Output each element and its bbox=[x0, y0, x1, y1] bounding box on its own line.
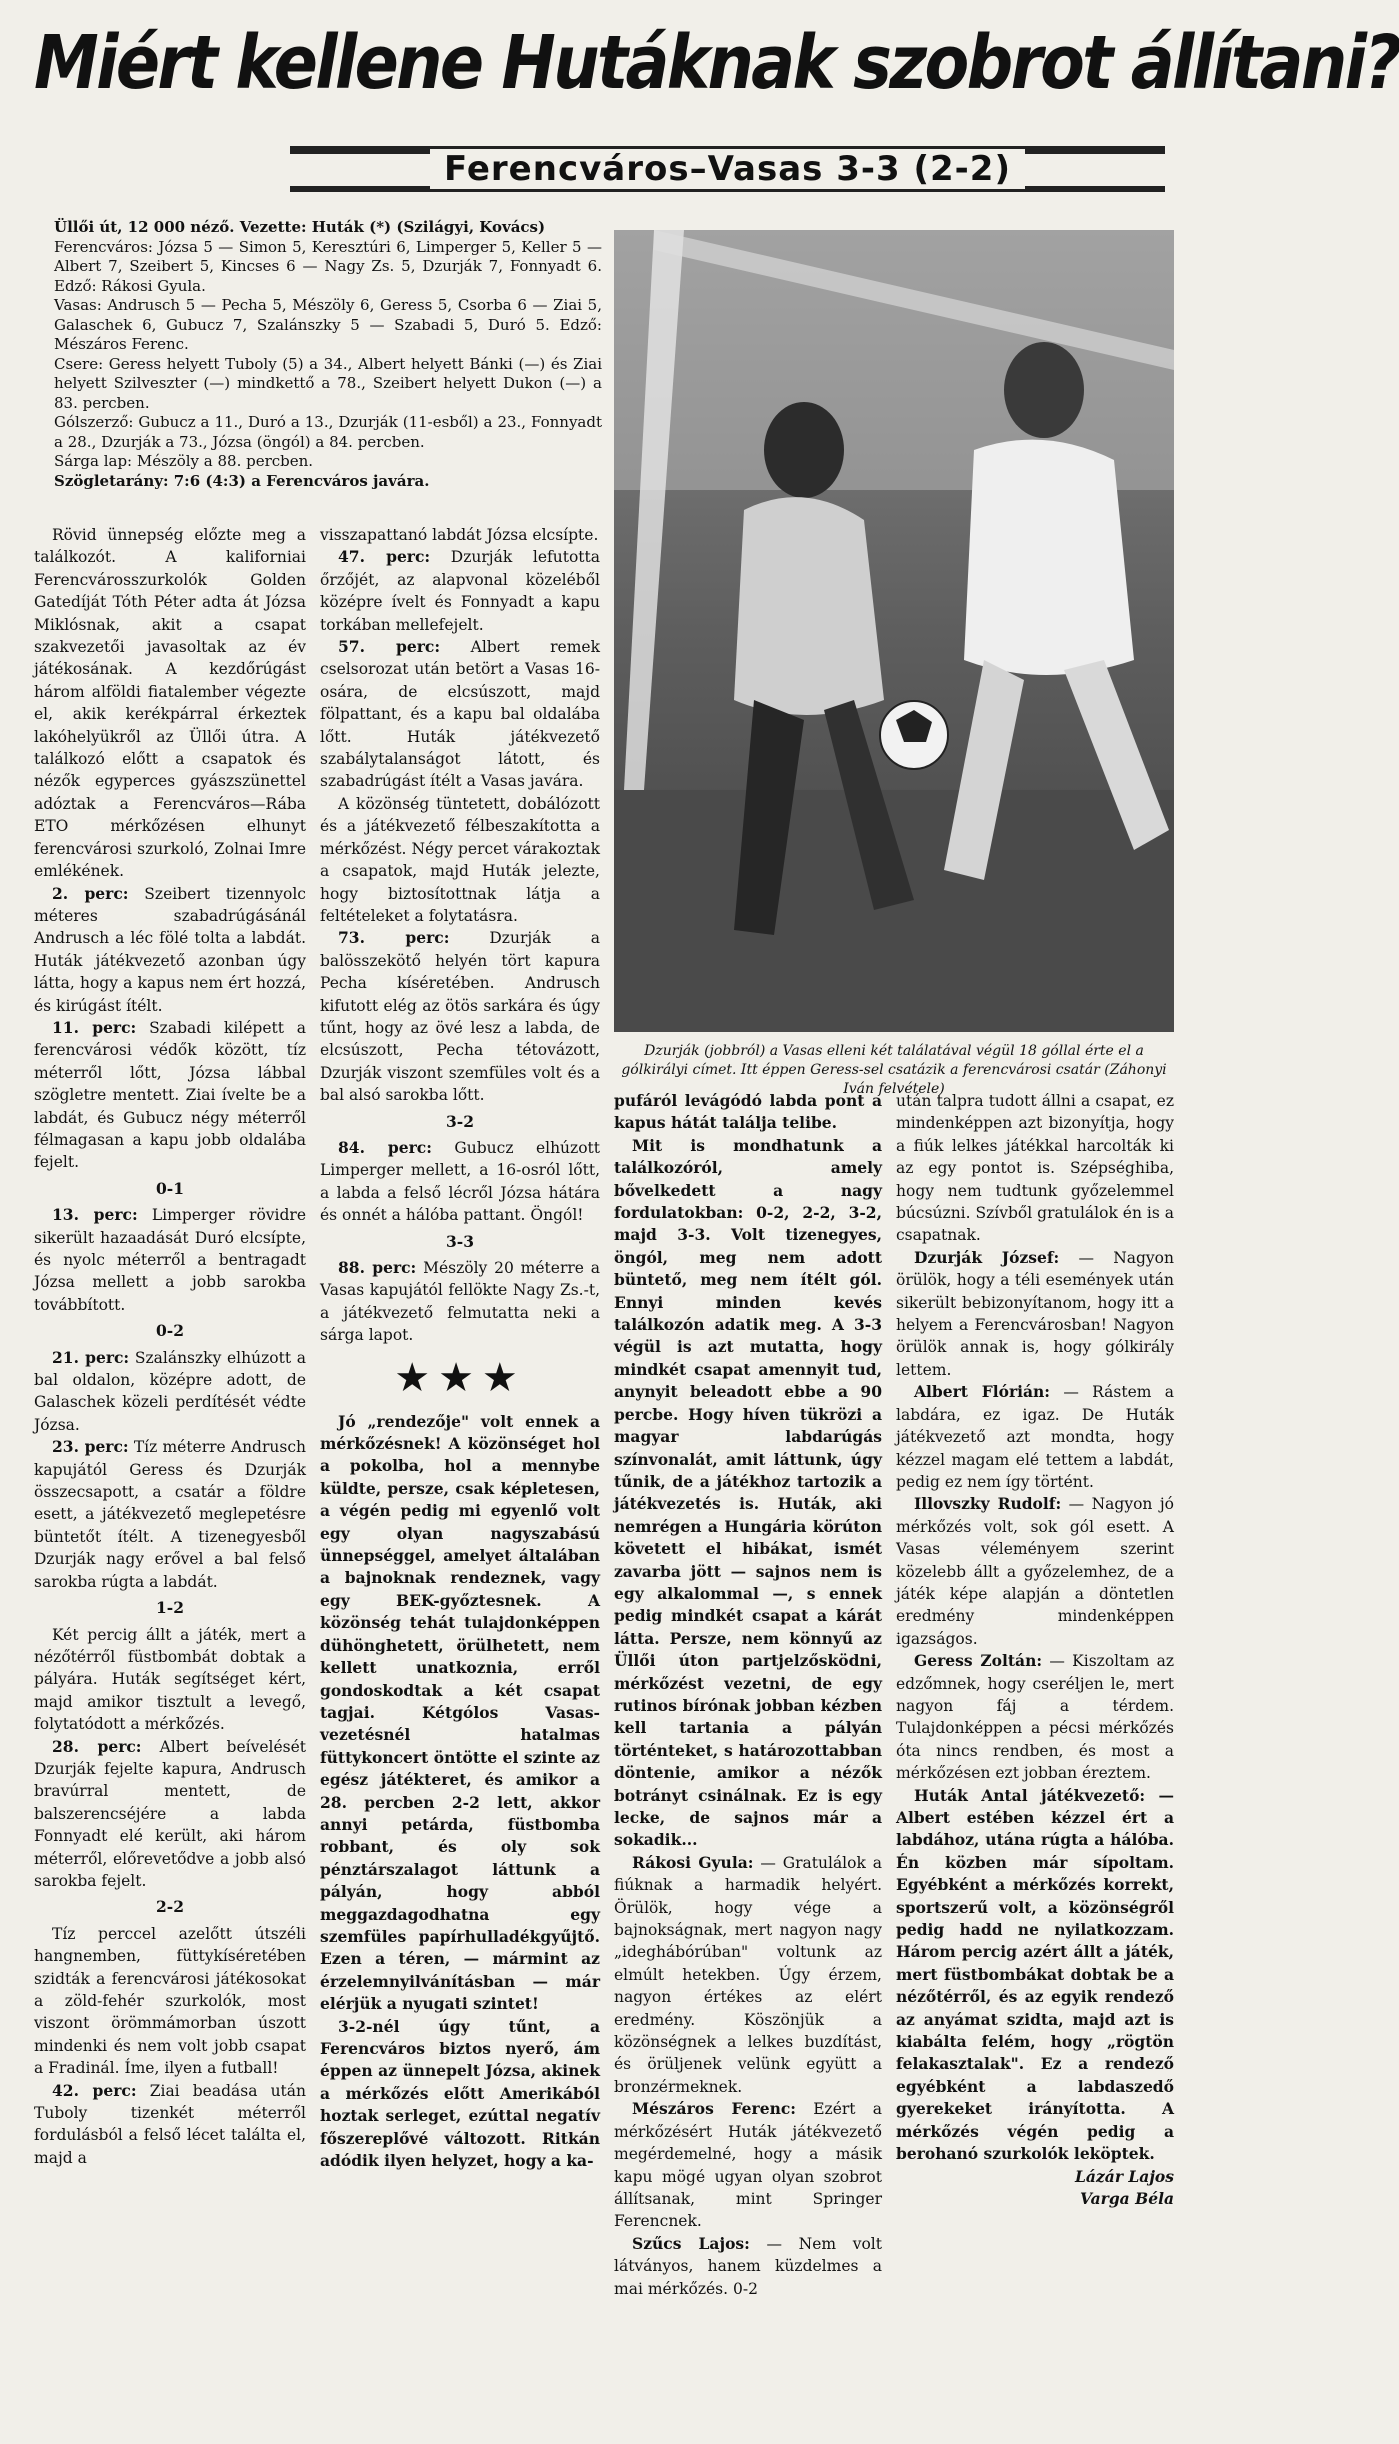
article-paragraph bbox=[896, 1381, 1174, 1493]
paragraph-lead: 42. perc: bbox=[52, 2080, 137, 2100]
score-line: 3-2 bbox=[445, 1111, 474, 1131]
paragraph-text: Albert remek cselsorozat után betört a Vasas 16-osára, de elcsúszott, majd fölpattant, és a kapu bal oldalába lőtt. Huták játékvezető szabálytalanságot látott, és szabadrúgást ítélt a Vasas javára. bbox=[320, 638, 600, 791]
score-line: 0-2 bbox=[155, 1321, 184, 1341]
paragraph-lead: 28. perc: bbox=[52, 1736, 142, 1756]
article-paragraph bbox=[614, 2098, 882, 2232]
article-paragraph: A közönség tüntetett, dobálózott és a játékvezető félbeszakította a mérkőzést. Négy percet várakoztak a csapatok, majd Huták jelezte, hogy biztosítottnak látja a feltételeket a folytatásra. bbox=[320, 794, 600, 925]
section-divider-stars: ★★★ bbox=[394, 1354, 526, 1401]
paragraph-text: Szeibert tizennyolc méteres szabadrúgásánál Andrusch a léc fölé tolta a labdát. Huták játékvezető azonban úgy látta, hogy a kapus nem ért hozzá, és kirúgást ítélt. bbox=[34, 884, 306, 1015]
paragraph-text: Albert beívelését Dzurják fejelte kapura, Andrusch bravúrral mentett, de balszerencséjére a labda Fonnyadt elé került, aki három méterről, előrevetődve a jobb alsó sarokba fejelt. bbox=[34, 1737, 306, 1890]
paragraph-lead: 73. perc: bbox=[338, 928, 450, 948]
photo-caption: Dzurják (jobbról) a Vasas elleni két találatával végül 18 góllal érte el a gólkirályi címet. Itt éppen Geress-sel csatázik a ferencvárosi csatár (Záhonyi Iván felvétele) bbox=[621, 1043, 1167, 1097]
article-paragraph bbox=[34, 1204, 306, 1316]
score-line: 2-2 bbox=[155, 1897, 184, 1917]
score-line: 1-2 bbox=[155, 1598, 184, 1618]
article-column-1 bbox=[34, 524, 306, 2169]
paragraph-lead: 88. perc: bbox=[338, 1258, 417, 1277]
article-paragraph: Mit is mondhatunk a találkozóról, amely bővelkedett a nagy fordulatokban: 0-2, 2-2, 3-2, majd 3-3. Volt tizenegyes, öngól, meg nem adott büntető, meg nem ítélt gól. Ennyi minden kevés találkozón adatik meg. A 3-3 végül is azt mutatta, hogy mindkét csapat amennyit tud, anynyit beleadott ebbe a 90 percbe. Hogy híven tükrözi a magyar labdarúgás színvonalát, amit láttunk, úgy tűnik, de a játékhoz tartozik a játékvezetés is. Huták, aki nemrégen a Hungária körúton követett el hibákat, ismét zavarba jött — sajnos nem is egy alkalommal —, s ennek pedig mindkét csapat a kárát látta. Persze, nem könnyű az Üllői úton partjelzősködni, mérkőzést vezetni, de egy rutinos bírónak jobban kézben kell tartania a pályán történteket, s határozottabban döntenie, amikor a nézők botrányt csinálnak. Ez is egy lecke, de sajnos már a sokadik... bbox=[614, 1135, 882, 1850]
score-line: 0-1 bbox=[155, 1178, 184, 1198]
paragraph-lead: 11. perc: bbox=[52, 1017, 137, 1037]
article-paragraph bbox=[320, 636, 600, 793]
article-column-4 bbox=[896, 1090, 1174, 2210]
article-paragraph bbox=[896, 1247, 1174, 1381]
article-paragraph: pufáról levágódó labda pont a kapus hátát találja telibe. bbox=[614, 1091, 882, 1133]
paragraph-lead: Albert Flórián: bbox=[914, 1382, 1051, 1402]
article-paragraph: után talpra tudott állni a csapat, ez mindenképpen azt bizonyítja, hogy a fiúk lelkes játékkal harcolták ki az egy pontot is. Szépséghiba, hogy nem tudtunk győzelemmel búcsúzni. Szívből gratulálok én is a csapatnak. bbox=[896, 1092, 1174, 1245]
paragraph-lead: 13. perc: bbox=[52, 1205, 138, 1225]
paragraph-text: Ziai beadása után Tuboly tizenkét méterről fordulásból a felső lécet találta el, majd a bbox=[34, 2081, 307, 2167]
match-result-subhead bbox=[290, 146, 1165, 192]
paragraph-text: Limperger rövidre sikerült hazaadását Duró elcsípte, és nyolc méterről a bentragadt Józsa mellett a jobb sarokba továbbított. bbox=[34, 1206, 306, 1314]
paragraph-lead: 57. perc: bbox=[338, 637, 441, 657]
paragraph-lead: Huták Antal játékvezető: bbox=[914, 1785, 1146, 1805]
paragraph-text: Gubucz elhúzott Limperger mellett, a 16-osról lőtt, a labda a felső lécről Józsa hátára és onnét a hálóba pattant. Öngól! bbox=[320, 1138, 600, 1225]
paragraph-text: Szabadi kilépett a ferencvárosi védők között, tíz méterről lőtt, Józsa lábbal szögletre mentett. Ziai ívelte be a labdát, és Gubucz négy méterről félmagasan a kapu jobb oldalába fejelt. bbox=[34, 1018, 307, 1172]
paragraph-text: Tíz méterre Andrusch kapujától Geress és Dzurják összecsapott, a csatár a földre esett, a játékvezető meglepetésre büntetőt ítélt. A tizenegyesből Dzurják nagy erővel a bal felső sarokba rúgta a labdát. bbox=[34, 1438, 306, 1591]
match-photo bbox=[614, 230, 1174, 1032]
paragraph-lead: 84. perc: bbox=[338, 1137, 432, 1157]
headline: Miért kellene Hutáknak szobrot állítani? bbox=[34, 20, 1399, 106]
author-signature: Lázár Lajos bbox=[1075, 2166, 1174, 2186]
article-paragraph bbox=[320, 1257, 600, 1347]
paragraph-lead: 23. perc: bbox=[52, 1437, 129, 1457]
paragraph-text: Dzurják a balösszekötő helyén tört kapura Pecha kíséretében. Andrusch kifutott elég az ötös sarkára és úgy tűnt, hogy az övé lesz a labda, de elcsúszott, Pecha tétovázott, Dzurják viszont szemfüles volt és a bal alsó sarokba lőtt. bbox=[320, 929, 600, 1105]
paragraph-text: Szalánszky elhúzott a bal oldalon, középre adott, de Galaschek közeli perdítését védte Józsa. bbox=[34, 1348, 306, 1434]
article-paragraph bbox=[614, 1852, 882, 2098]
article-paragraph bbox=[320, 927, 600, 1106]
lineup-line: Szögletarány: 7:6 (4:3) a Ferencváros javára. bbox=[54, 471, 430, 490]
paragraph-text: — Kiszoltam az edzőmnek, hogy cseréljen le, mert nagyon fáj a térdem. Tulajdonképpen a pécsi mérkőzés óta nincs rendben, és most a mérkőzésen ezt jobban éreztem. bbox=[896, 1652, 1174, 1783]
lineup-line: Vasas: Andrusch 5 — Pecha 5, Mészöly 6, Geress 5, Csorba 6 — Ziai 5, Galaschek 6, Gubucz 7, Szalánszky 5 — Szabadi 5, Duró 5. Edző: Mészáros Ferenc. bbox=[54, 296, 602, 353]
article-paragraph: Jó „rendezője" volt ennek a mérkőzésnek! A közönséget hol a pokolba, hol a mennybe küldte, persze, csak képletesen, a végén pedig mi egyenlő volt egy olyan nagyszabású ünnepséggel, amelyet általában a bajnoknak rendeznek, vagy egy BEK-győztesnek. A közönség tehát tulajdonképpen dühönghetett, örülhetett, nem kellett unatkoznia, erről gondoskodtak a két csapat tagjai. Kétgólos Vasas-vezetésnél hatalmas füttykoncert öntötte el szinte az egész játékteret, és amikor a 28. percben 2-2 lett, akkor annyi petárda, füstbomba robbant, és oly sok pénztárszalagot láttunk a pályán, hogy abból meggazdagodhatna egy szemfüles papírhulladékgyűjtő. Ezen a téren, — mármint az érzelemnyilvánításban — már elérjük a nyugati szintet! bbox=[320, 1411, 600, 2014]
paragraph-text: Ezért a mérkőzésért Huták játékvezető megérdemelné, hogy a másik kapu mögé ugyan olyan szobrot állítsanak, mint Springer Ferencnek. bbox=[614, 2100, 882, 2231]
paragraph-text: Mészöly 20 méterre a Vasas kapujától fellökte Nagy Zs.-t, a játékvezető felmutatta neki a sárga lapot. bbox=[320, 1259, 600, 1345]
paragraph-lead: Rákosi Gyula: bbox=[632, 1852, 754, 1872]
article-paragraph bbox=[34, 883, 306, 1017]
paragraph-text: — Nagyon örülök, hogy a téli események után sikerült bebizonyítanom, hogy itt a helyem a Ferencvárosban! Nagyon örülök annak is, hogy gólkirály lettem. bbox=[896, 1248, 1174, 1379]
article-paragraph bbox=[896, 1785, 1174, 2166]
paragraph-lead: Illovszky Rudolf: bbox=[914, 1494, 1062, 1514]
article-paragraph: visszapattanó labdát Józsa elcsípte. bbox=[320, 526, 599, 544]
article-paragraph bbox=[34, 1017, 306, 1174]
subhead-text: Ferencváros–Vasas 3-3 (2-2) bbox=[430, 149, 1025, 189]
lineup-line: Ferencváros: Józsa 5 — Simon 5, Keresztúri 6, Limperger 5, Keller 5 — Albert 7, Szeibert 5, Kincses 6 — Nagy Zs. 5, Dzurják 7, Fonnyadt 6. Edző: Rákosi Gyula. bbox=[54, 237, 602, 295]
article-paragraph bbox=[34, 1436, 306, 1593]
article-paragraph bbox=[34, 1736, 306, 1893]
lineup-line: Üllői út, 12 000 néző. Vezette: Huták (*) (Szilágyi, Kovács) bbox=[54, 218, 546, 236]
lineup-line: Sárga lap: Mészöly a 88. percben. bbox=[54, 452, 314, 470]
paragraph-text: Dzurják lefutotta őrzőjét, az alapvonal közeléből középre ívelt és Fonnyadt a kapu torkában mellefejelt. bbox=[320, 548, 601, 634]
article-paragraph bbox=[614, 2233, 882, 2300]
article-column-2 bbox=[320, 524, 600, 2172]
paragraph-lead: Mészáros Ferenc: bbox=[632, 2099, 796, 2119]
paragraph-lead: 47. perc: bbox=[338, 547, 431, 567]
article-paragraph bbox=[320, 1137, 600, 1227]
paragraph-text: — Rástem a labdára, ez igaz. De Huták játékvezető azt mondta, hogy kézzel magam elé tettem a labdát, pedig ez nem így történt. bbox=[896, 1383, 1174, 1491]
paragraph-text: — Nem volt látványos, hanem küzdelmes a mai mérkőzés. 0-2 bbox=[614, 2234, 882, 2298]
paragraph-lead: Geress Zoltán: bbox=[914, 1651, 1043, 1671]
paragraph-lead: Dzurják József: bbox=[914, 1247, 1060, 1267]
article-paragraph bbox=[896, 1650, 1174, 1784]
article-paragraph bbox=[34, 2080, 306, 2170]
article-paragraph: Rövid ünnepség előzte meg a találkozót. A kaliforniai Ferencvárosszurkolók Golden Gatedíját Tóth Péter adta át Józsa Miklósnak, akit a csapat szakvezetői javasoltak az év játékosának. A kezdőrúgást három alföldi fiatalember végezte el, akik kerékpárral érkeztek lakóhelyükről az Üllői útra. A találkozó előtt a csapatok és nézők egyperces gyászszünettel adóztak a Ferencváros—Rába ETO mérkőzésen elhunyt ferencvárosi szurkoló, Zolnai Imre emlékének. bbox=[34, 526, 306, 881]
article-paragraph bbox=[320, 546, 600, 636]
article-paragraph bbox=[896, 1493, 1174, 1650]
paragraph-lead: Szűcs Lajos: bbox=[632, 2233, 750, 2253]
lineup-line: Gólszerző: Gubucz a 11., Duró a 13., Dzurják (11-esből) a 23., Fonnyadt a 28., Dzurják a 73., Józsa (öngól) a 84. percben. bbox=[54, 413, 602, 451]
article-column-3 bbox=[614, 1090, 882, 2300]
paragraph-text: — Gratulálok a fiúknak a harmadik helyért. Örülök, hogy vége a bajnokságnak, mert nagyon nagy „ideghábórúban" voltunk az elmúlt hetekben. Úgy érzem, nagyon értékes az elért eredmény. Köszönjük a közönségnek a lelkes buzdítást, és örüljenek velünk együtt a bronzérmeknek. bbox=[614, 1853, 882, 2096]
article-paragraph bbox=[34, 1347, 306, 1437]
paragraph-text: — Albert estében kézzel ért a labdához, utána rúgta a hálóba. Én közben már sípoltam. Egyébként a mérkőzés korrekt, sportszerű volt, a közönségről pedig hadd ne nyilatkozzam. Három percig azért állt a játék, mert füstbombákat dobtak be a nézőtérről, és az egyik rendező az anyámat szidta, majd azt is kiabálta felém, hogy „rögtön felakasztalak". Ez a rendező egyébként a labdaszedő gyerekeket irányította. A mérkőzés végén pedig a berohanó szurkolók leköptek. bbox=[896, 1785, 1175, 2164]
lineup-line: Csere: Geress helyett Tuboly (5) a 34., Albert helyett Bánki (—) és Ziai helyett Szilveszter (—) mindkettő a 78., Szeibert helyett Dukon (—) a 83. percben. bbox=[54, 354, 602, 412]
article-paragraph: 3-2-nél úgy tűnt, a Ferencváros biztos nyerő, ám éppen az ünnepelt Józsa, akinek a mérkőzés előtt Amerikából hoztak serleget, ezúttal negatív főszereplővé változott. Ritkán adódik ilyen helyzet, hogy a ka- bbox=[320, 2016, 600, 2171]
score-line: 3-3 bbox=[445, 1231, 474, 1251]
author-signature: Varga Béla bbox=[1080, 2188, 1174, 2208]
article-paragraph: Tíz perccel azelőtt útszéli hangnemben, füttykíséretében szidták a ferencvárosi játékosokat a zöld-fehér szurkolók, most viszont örömmámorban úszott mindenki és nem volt jobb csapat a Fradinál. Íme, ilyen a futball! bbox=[34, 1924, 306, 2078]
match-lineup bbox=[54, 218, 602, 491]
paragraph-text: — Nagyon jó mérkőzés volt, sok gól esett. A Vasas véleményem szerint közelebb állt a győzelemhez, de a játék képe alapján a döntetlen eredmény mindenképpen igazságos. bbox=[896, 1495, 1174, 1648]
photo-illustration bbox=[614, 230, 1174, 1032]
paragraph-lead: 2. perc: bbox=[52, 883, 129, 903]
paragraph-lead: 21. perc: bbox=[52, 1347, 130, 1367]
article-paragraph: Két percig állt a játék, mert a nézőtérről füstbombát dobtak a pályára. Huták segítséget kért, majd amikor tisztult a levegő, folytatódott a mérkőzés. bbox=[34, 1625, 306, 1734]
